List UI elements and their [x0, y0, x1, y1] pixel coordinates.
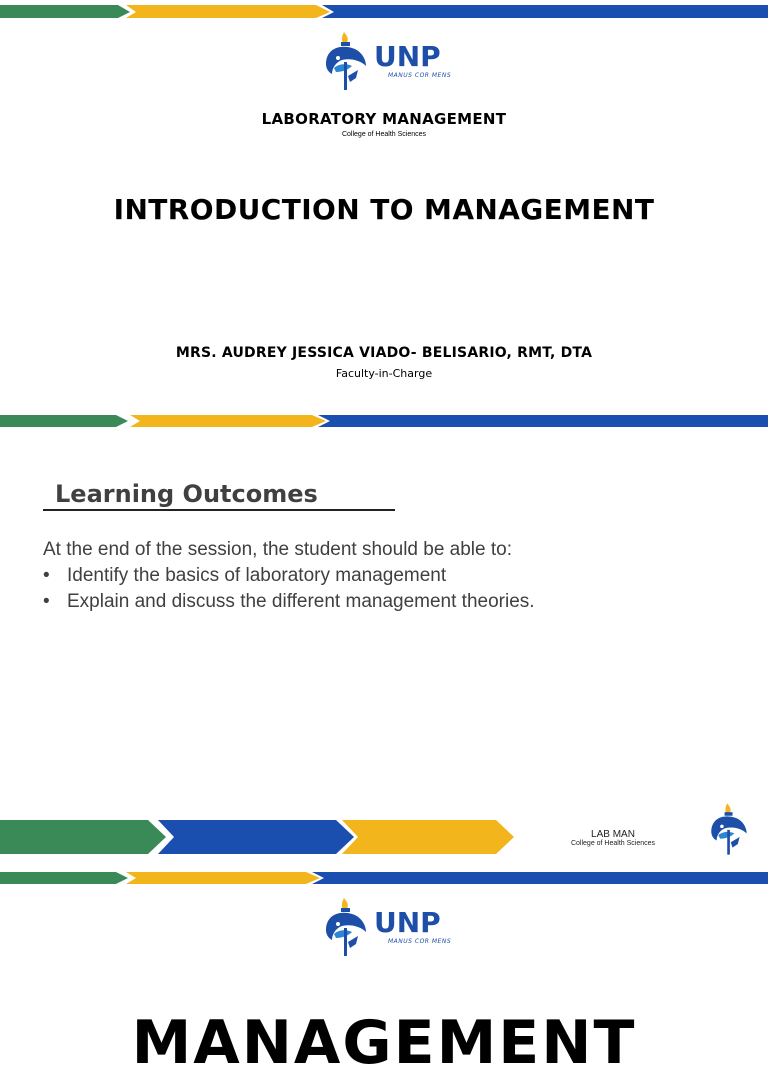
footer-gold-arrow: [342, 820, 514, 854]
stripe-blue-segment: [312, 872, 768, 884]
list-item: [43, 563, 535, 589]
instructor-name: MRS. AUDREY JESSICA VIADO- BELISARIO, RMT, DTA: [175, 345, 593, 361]
learning-outcomes-heading: Learning Outcomes: [55, 480, 318, 508]
stripe-green-segment: [0, 415, 128, 427]
instructor-role: Faculty-in-Charge: [335, 367, 433, 380]
footer-course-abbrev: LAB MAN: [591, 829, 635, 840]
footer-arrow-band: [0, 820, 520, 854]
outcome-text: Identify the basics of laboratory management: [67, 565, 447, 586]
list-item: [43, 589, 535, 615]
bullet-icon: •: [43, 565, 50, 586]
heading-underline: [43, 509, 395, 511]
logo-tagline: MANUS COR MENS: [388, 938, 452, 945]
dolphin-torch-icon: [706, 800, 752, 858]
unp-logo: [320, 896, 451, 958]
bullet-icon: •: [43, 591, 50, 612]
learning-outcomes-body: [43, 537, 535, 615]
course-title: LABORATORY MANAGEMENT: [261, 110, 507, 128]
footer-green-arrow: [0, 820, 166, 854]
slide-main-title: INTRODUCTION TO MANAGEMENT: [113, 193, 655, 226]
logo-wordmark: UNP: [374, 40, 441, 73]
dolphin-torch-icon: [320, 896, 372, 958]
stripe-gold-segment: [130, 415, 326, 427]
unp-logo: [320, 30, 451, 92]
divider-color-stripe: [0, 415, 768, 428]
slide3-partial-title: MANAGEMENT: [131, 1008, 637, 1078]
outcomes-list: [43, 563, 535, 615]
outcome-text: Explain and discuss the different management theories.: [67, 591, 535, 612]
footer-blue-arrow: [158, 820, 354, 854]
footer-college: College of Health Sciences: [570, 840, 656, 847]
dolphin-torch-icon: [320, 30, 372, 92]
stripe-gold-segment: [126, 5, 330, 18]
logo-wordmark: UNP: [374, 906, 441, 939]
top-color-stripe: [0, 5, 768, 19]
outcomes-intro: At the end of the session, the student should be able to:: [43, 539, 512, 560]
stripe-blue-segment: [322, 5, 768, 18]
stripe-green-segment: [0, 5, 130, 18]
stripe-blue-segment: [318, 415, 768, 427]
course-subtitle: College of Health Sciences: [341, 131, 427, 138]
slide3-color-stripe: [0, 872, 768, 885]
stripe-gold-segment: [126, 872, 320, 884]
stripe-green-segment: [0, 872, 128, 884]
logo-tagline: MANUS COR MENS: [388, 72, 452, 79]
